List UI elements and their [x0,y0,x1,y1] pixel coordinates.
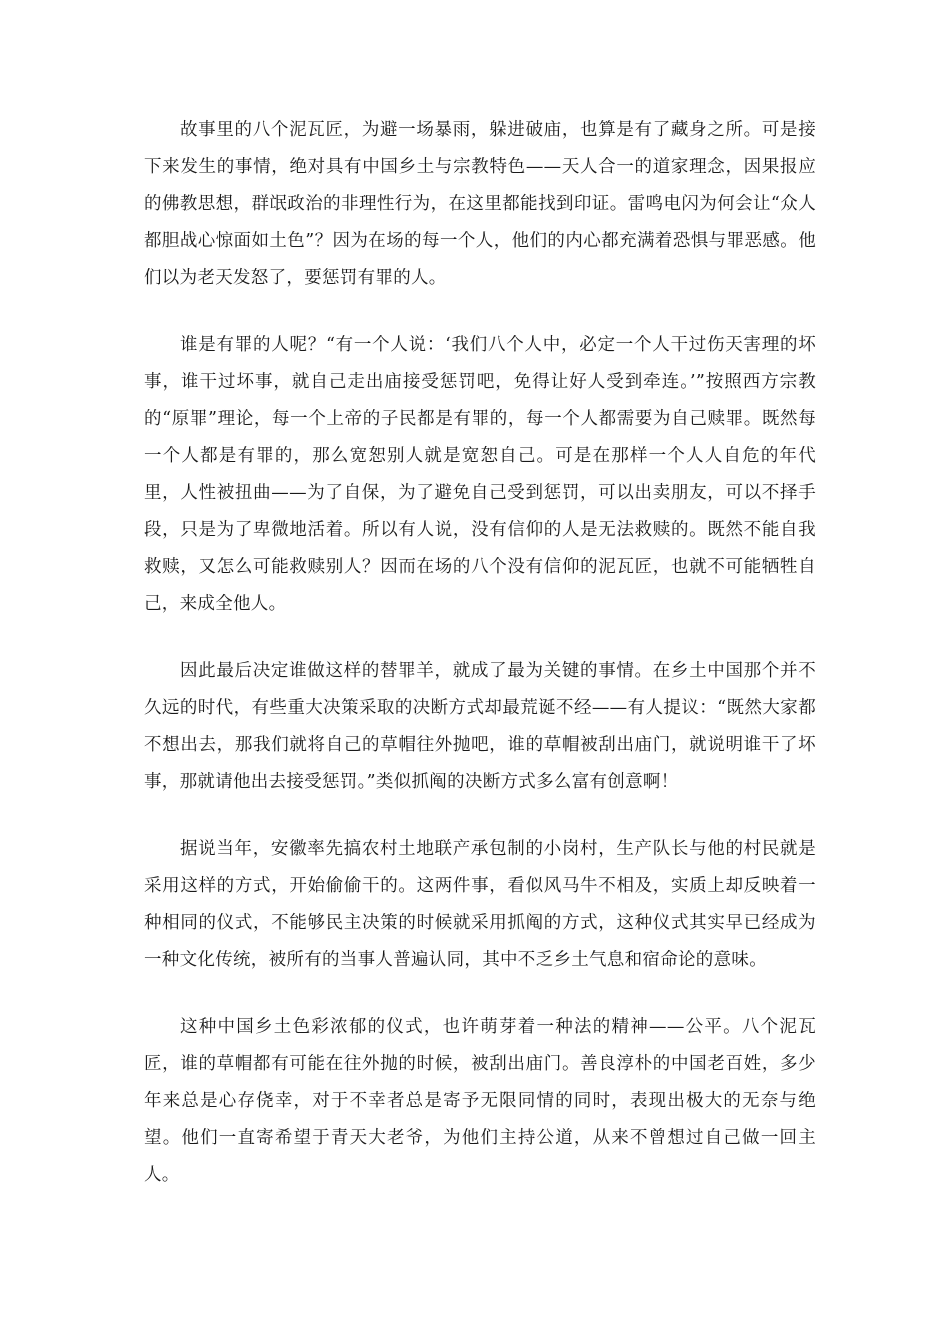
paragraph-4: 据说当年，安徽率先搞农村土地联产承包制的小岗村，生产队长与他的村民就是采用这样的方式，开始偷偷干的。这两件事，看似风马牛不相及，实质上却反映着一种相同的仪式，不能够民主决策的时候就采用抓阄的方式，这种仪式其实早已经成为一种文化传统，被所有的当事人普遍认同，其中不乏乡土气息和宿命论的意味。 [144,839,816,970]
paragraph-3: 因此最后决定谁做这样的替罪羊，就成了最为关键的事情。在乡土中国那个并不久远的时代，有些重大决策采取的决断方式却最荒诞不经——有人提议：“既然大家都不想出去，那我们就将自己的草帽往外抛吧，谁的草帽被刮出庙门，就说明谁干了坏事，那就请他出去接受惩罚。”类似抓阄的决断方式多么富有创意啊！ [144,661,816,792]
paragraph-5: 这种中国乡土色彩浓郁的仪式，也许萌芽着一种法的精神——公平。八个泥瓦匠，谁的草帽都有可能在往外抛的时候，被刮出庙门。善良淳朴的中国老百姓，多少年来总是心存侥幸，对于不幸者总是寄予无限同情的同时，表现出极大的无奈与绝望。他们一直寄希望于青天大老爷，为他们主持公道，从来不曾想过自己做一回主人。 [144,1017,816,1185]
paragraph-2: 谁是有罪的人呢？“有一个人说：‘我们八个人中，必定一个人干过伤天害理的坏事，谁干过坏事，就自己走出庙接受惩罚吧，免得让好人受到牵连。’”按照西方宗教的“原罪”理论，每一个上帝的子民都是有罪的，每一个人都需要为自己赎罪。既然每一个人都是有罪的，那么宽恕别人就是宽恕自己。可是在那样一个人人自危的年代里，人性被扭曲——为了自保，为了避免自己受到惩罚，可以出卖朋友，可以不择手段，只是为了卑微地活着。所以有人说，没有信仰的人是无法救赎的。既然不能自我救赎，又怎么可能救赎别人？因而在场的八个没有信仰的泥瓦匠，也就不可能牺牲自己，来成全他人。 [144,335,816,614]
document-body [144,112,816,1224]
paragraph-1: 故事里的八个泥瓦匠，为避一场暴雨，躲进破庙，也算是有了藏身之所。可是接下来发生的事情，绝对具有中国乡土与宗教特色——天人合一的道家理念，因果报应的佛教思想，群氓政治的非理性行为，在这里都能找到印证。雷鸣电闪为何会让“众人都胆战心惊面如土色”？因为在场的每一个人，他们的内心都充满着恐惧与罪恶感。他们以为老天发怒了，要惩罚有罪的人。 [144,120,816,288]
